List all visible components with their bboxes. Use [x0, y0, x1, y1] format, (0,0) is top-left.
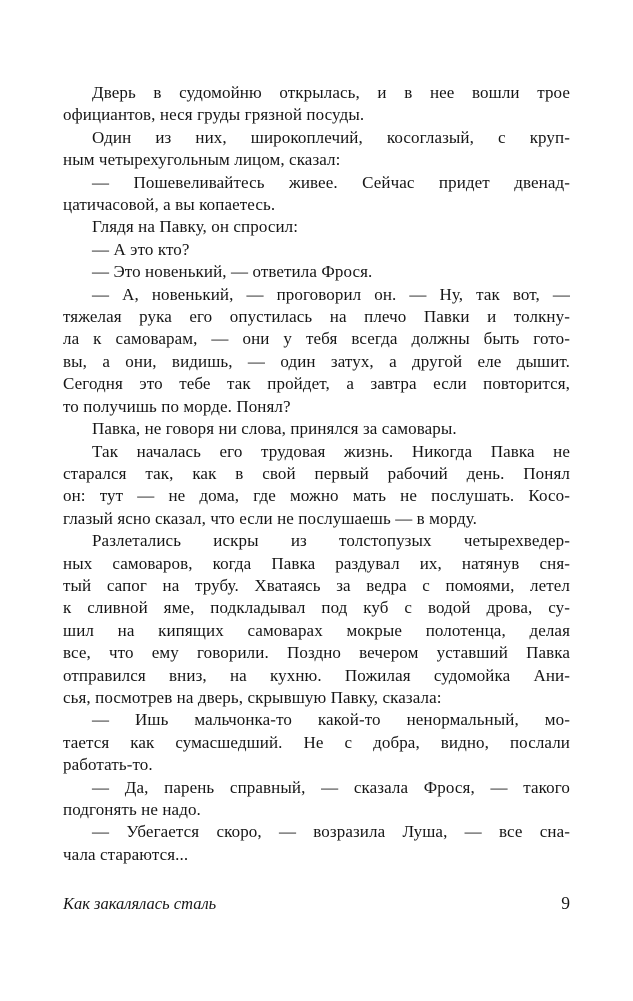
paragraph: [63, 127, 570, 172]
text-line: тается как сумасшедший. Не с добра, видно, послали: [63, 732, 570, 752]
paragraph: [63, 821, 570, 866]
paragraph: [63, 82, 570, 127]
paragraph: [63, 284, 570, 418]
text-line: ных самоваров, когда Павка раздувал их, натянув сня-: [63, 553, 570, 573]
text-line: Один из них, широкоплечий, косоглазый, с круп-: [92, 127, 570, 147]
text-line: — Ишь мальчонка-то какой-то ненормальный, мо-: [92, 710, 570, 730]
page-footer: [63, 893, 570, 914]
text-line: чала стараются...: [63, 844, 189, 864]
text-line: Глядя на Павку, он спросил:: [92, 217, 299, 237]
text-line: — Убегается скоро, — возразила Луша, — все сна-: [92, 822, 570, 842]
text-line: подгонять не надо.: [63, 800, 201, 819]
text-line: старался так, как в свой первый рабочий день. Понял: [63, 463, 570, 483]
text-block: [63, 82, 570, 866]
paragraph: [63, 777, 570, 822]
text-line: отправился вниз, на кухню. Пожилая судомойка Ани-: [63, 665, 570, 685]
text-line: Сегодня это тебе так пройдет, а завтра если повторится,: [63, 374, 570, 394]
text-line: шил на кипящих самоварах мокрые полотенца, делая: [63, 620, 570, 640]
paragraph: [63, 239, 570, 261]
text-line: Разлетались искры из толстопузых четырехведер-: [92, 531, 570, 551]
text-line: то получишь по морде. Понял?: [63, 396, 291, 416]
text-line: ным четырехугольным лицом, сказал:: [63, 150, 341, 170]
text-line: Дверь в судомойню открылась, и в нее вошли трое: [92, 83, 570, 102]
text-line: тый сапог на трубу. Хватаясь за ведра с помоями, летел: [63, 575, 570, 595]
text-line: цатичасовой, а вы копаетесь.: [63, 195, 276, 215]
text-line: — Да, парень справный, — сказала Фрося, — такого: [92, 777, 570, 797]
text-line: к сливной яме, подкладывал под куб с водой дрова, су-: [63, 598, 570, 618]
running-title: Как закалялась сталь: [63, 894, 217, 913]
text-line: все, что ему говорили. Поздно вечером уставший Павка: [63, 643, 570, 663]
text-line: — Это новенький, — ответила Фрося.: [92, 262, 373, 282]
text-line: сья, посмотрев на дверь, скрывшую Павку, сказала:: [63, 687, 442, 707]
paragraph: [63, 216, 570, 238]
paragraph: [63, 418, 570, 440]
paragraph: [63, 172, 570, 217]
text-line: Так началась его трудовая жизнь. Никогда Павка не: [92, 441, 570, 461]
text-line: он: тут — не дома, где можно мать не послушать. Косо-: [63, 486, 570, 506]
paragraph: [63, 441, 570, 531]
text-line: — А это кто?: [92, 239, 190, 259]
paragraph: [63, 709, 570, 776]
page-number: 9: [561, 893, 570, 913]
paragraph: [63, 530, 570, 709]
text-line: ла к самоварам, — они у тебя всегда должны быть гото-: [63, 329, 570, 349]
text-line: работать-то.: [63, 755, 153, 775]
text-line: — Пошевеливайтесь живее. Сейчас придет двенад-: [92, 172, 570, 192]
text-line: глазый ясно сказал, что если не послушаешь — в морду.: [63, 508, 477, 528]
text-line: тяжелая рука его опустилась на плечо Павки и толкну-: [63, 307, 570, 327]
paragraph: [63, 261, 570, 283]
text-line: официантов, неся груды грязной посуды.: [63, 105, 365, 125]
text-line: — А, новенький, — проговорил он. — Ну, так вот, —: [92, 284, 570, 304]
text-line: Павка, не говоря ни слова, принялся за самовары.: [92, 419, 457, 439]
text-line: вы, а они, видишь, — один затух, а другой еле дышит.: [63, 351, 570, 371]
